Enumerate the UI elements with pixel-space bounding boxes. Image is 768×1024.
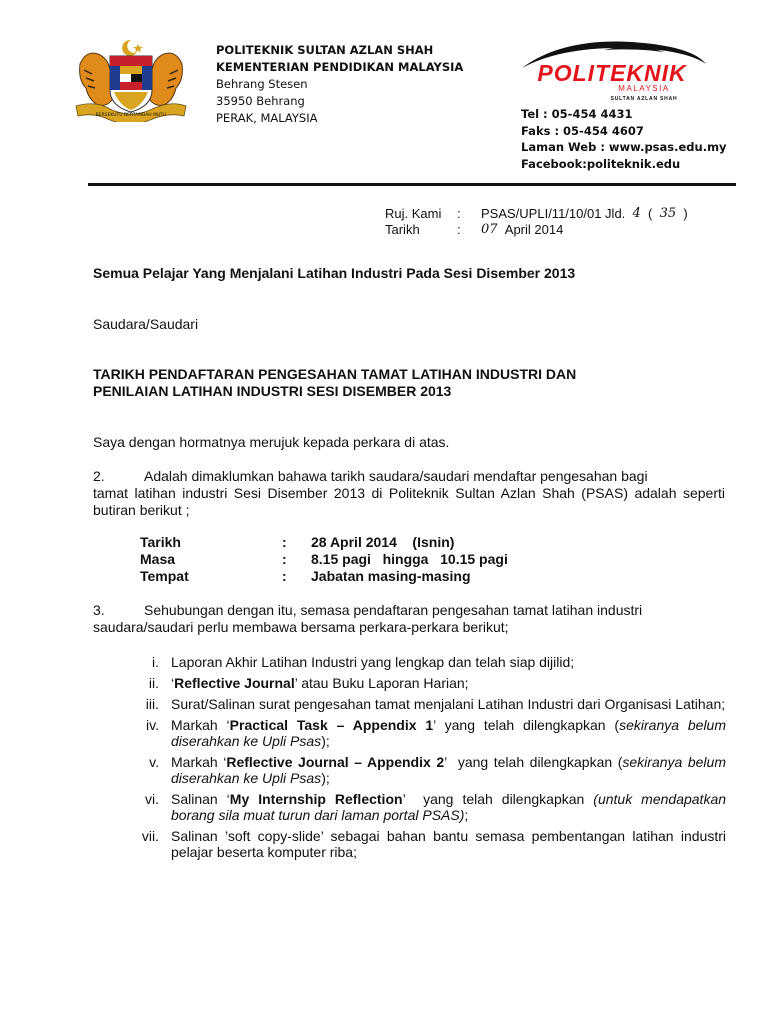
contact-block — [521, 106, 727, 172]
detail-row: Masa : 8.15 pagi hingga 10.15 pagi — [140, 551, 508, 567]
list-item-text: Markah ‘Practical Task – Appendix 1’ yang telah dilengkapkan (sekiranya belum diserahkan ke Upli Psas); — [171, 717, 726, 749]
list-item-number: iii. — [145, 696, 159, 712]
address-line-2: 35950 Behrang — [216, 94, 305, 108]
list-item-text: Surat/Salinan surat pengesahan tamat menjalani Latihan Industri dari Organisasi Latihan; — [171, 696, 726, 712]
paragraph-2-first: Adalah dimaklumkan bahawa tarikh saudara/saudari mendaftar pengesahan bagi — [144, 468, 648, 484]
ref-ruj-hand-vol: 4 — [632, 206, 641, 221]
subject-line-1: TARIKH PENDAFTARAN PENGESAHAN TAMAT LATIHAN INDUSTRI DAN — [93, 366, 577, 382]
paragraph-3-first: Sehubungan dengan itu, semasa pendaftaran pengesahan tamat latihan industri — [144, 602, 643, 618]
reference-block — [385, 206, 688, 238]
list-item — [130, 717, 726, 749]
paragraph-2 — [93, 468, 725, 519]
crest-motto: BERSEKUTU BERTAMBAH MUTU — [95, 113, 167, 118]
logo-subtitle: MALAYSIA — [618, 84, 670, 93]
list-item — [130, 754, 726, 786]
politeknik-logo — [514, 38, 710, 104]
ref-ruj-hand-num: 35 — [659, 206, 677, 221]
contact-fax: Faks : 05-454 4607 — [521, 123, 644, 138]
list-item-number: ii. — [148, 675, 159, 691]
header-divider — [88, 183, 736, 186]
list-item-number: vii. — [141, 828, 159, 844]
registration-details — [140, 534, 508, 585]
malaysia-crest-icon — [72, 36, 190, 122]
ministry-name: KEMENTERIAN PENDIDIKAN MALAYSIA — [216, 60, 464, 74]
list-item — [130, 696, 726, 712]
detail-label: Masa — [140, 551, 176, 567]
detail-label: Tempat — [140, 568, 189, 584]
paragraph-3 — [93, 602, 725, 636]
ref-date-value: April 2014 — [504, 222, 564, 237]
contact-web: Laman Web : www.psas.edu.my — [521, 140, 727, 154]
list-item — [130, 675, 726, 691]
paragraph-3-rest: saudara/saudari perlu membawa bersama perkara-perkara berikut; — [93, 619, 509, 635]
contact-tel: Tel : 05-454 4431 — [521, 107, 633, 121]
detail-row: Tarikh : 28 April 2014 (Isnin) — [140, 534, 455, 550]
ref-ruj-label: Ruj. Kami — [385, 206, 442, 221]
ref-ruj-value: PSAS/UPLI/11/10/01 Jld. — [481, 206, 626, 221]
paragraph-1: Saya dengan hormatnya merujuk kepada perkara di atas. — [93, 434, 450, 450]
list-item — [130, 791, 726, 823]
list-item-text: Salinan ’soft copy-slide’ sebagai bahan bantu semasa pembentangan latihan industri pelajar beserta komputer riba; — [171, 828, 726, 860]
list-item — [130, 654, 726, 670]
list-item — [130, 828, 726, 860]
list-item-number: iv. — [146, 717, 159, 733]
detail-value: 28 April 2014 (Isnin) — [311, 534, 455, 550]
requirements-list — [130, 654, 726, 865]
ref-date-hand-day: 07 — [481, 222, 498, 237]
paragraph-3-number: 3. — [93, 602, 105, 618]
ref-date-label: Tarikh — [385, 222, 420, 237]
contact-facebook: Facebook:politeknik.edu — [521, 156, 681, 171]
list-item-number: i. — [152, 654, 159, 670]
detail-value: Jabatan masing-masing — [311, 568, 471, 584]
list-item-number: v. — [149, 754, 159, 770]
ref-ruj-row: Ruj. Kami : PSAS/UPLI/11/10/01 Jld. 4 ( 35 ) — [385, 206, 688, 221]
list-item-text: Laporan Akhir Latihan Industri yang lengkap dan telah siap dijilid; — [171, 654, 575, 670]
recipient-line: Semua Pelajar Yang Menjalani Latihan Industri Pada Sesi Disember 2013 — [93, 265, 576, 281]
paragraph-2-rest: tamat latihan industri Sesi Disember 2013 di Politeknik Sultan Azlan Shah (PSAS) adalah seperti butiran berikut ; — [93, 485, 725, 518]
salutation: Saudara/Saudari — [93, 316, 199, 332]
detail-label: Tarikh — [140, 534, 181, 550]
list-item-text: Salinan ‘My Internship Reflection’ yang telah dilengkapkan (untuk mendapatkan borang sila muat turun dari laman portal PSAS); — [171, 791, 727, 823]
logo-wordmark: POLITEKNIK — [537, 60, 687, 86]
paragraph-2-number: 2. — [93, 468, 105, 484]
list-item-text: Markah ‘Reflective Journal – Appendix 2’ yang telah dilengkapkan (sekiranya belum diserahkan ke Upli Psas); — [171, 754, 726, 786]
detail-row: Tempat : Jabatan masing-masing — [140, 568, 471, 584]
ref-date-row: Tarikh : 07 April 2014 — [385, 222, 564, 237]
address-line-3: PERAK, MALAYSIA — [216, 111, 318, 125]
list-item-text: ‘Reflective Journal’ atau Buku Laporan Harian; — [171, 675, 469, 691]
institution-name: POLITEKNIK SULTAN AZLAN SHAH — [216, 43, 434, 57]
list-item-number: vi. — [145, 791, 159, 807]
letterhead-address — [216, 42, 463, 127]
detail-value: 8.15 pagi hingga 10.15 pagi — [311, 551, 508, 567]
address-line-1: Behrang Stesen — [216, 77, 308, 91]
subject-line-2: PENILAIAN LATIHAN INDUSTRI SESI DISEMBER 2013 — [93, 383, 452, 399]
logo-tagline: SULTAN AZLAN SHAH — [610, 96, 678, 102]
subject-heading — [93, 366, 725, 400]
